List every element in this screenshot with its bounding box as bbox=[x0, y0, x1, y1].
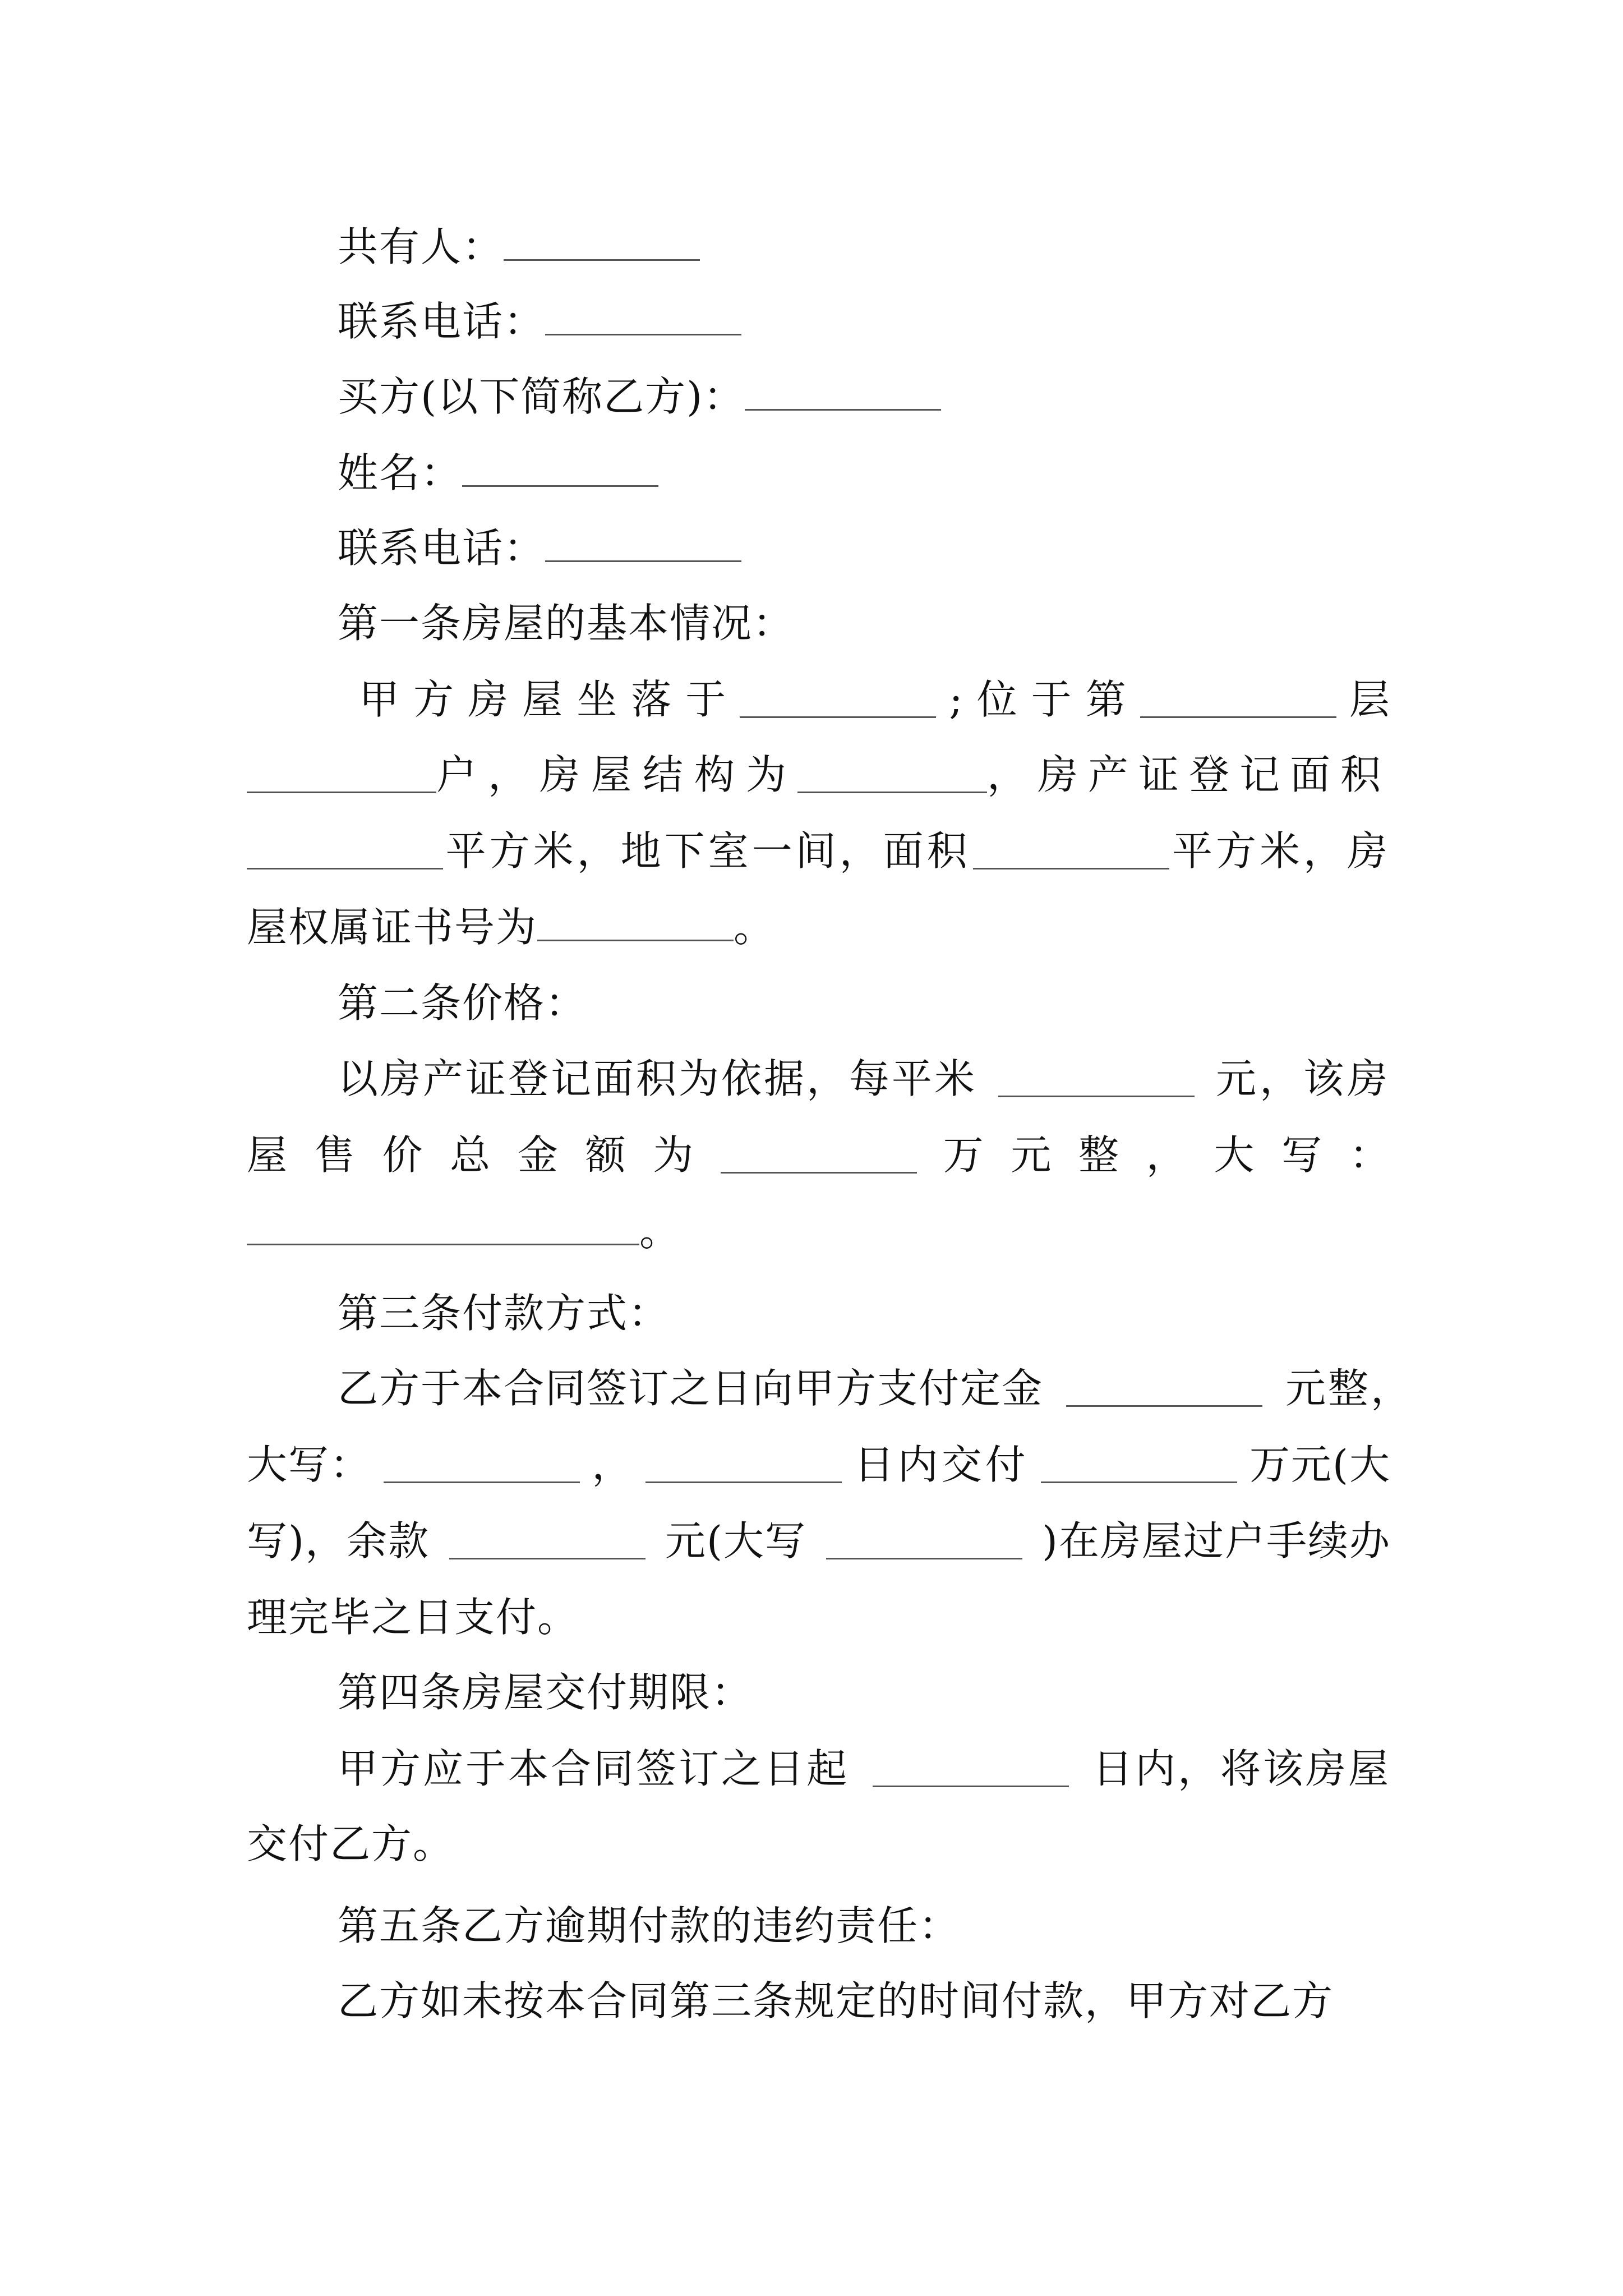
contact-phone-blank bbox=[545, 526, 741, 562]
article-2-line-3 bbox=[247, 1200, 1391, 1262]
article-1-title bbox=[247, 592, 1391, 654]
deposit-blank bbox=[1066, 1370, 1262, 1407]
article-3-title bbox=[247, 1282, 1391, 1344]
delivery-days-blank bbox=[873, 1751, 1069, 1787]
article-3-line-4 bbox=[247, 1586, 1391, 1648]
char: 为 bbox=[653, 1131, 695, 1179]
char: 元 bbox=[1011, 1131, 1053, 1179]
payment-amount-blank bbox=[1041, 1447, 1237, 1483]
article-2-title bbox=[247, 972, 1391, 1034]
buyer-line bbox=[247, 366, 1391, 427]
char: 屋 bbox=[247, 1131, 289, 1179]
contact-phone-line-1 bbox=[247, 291, 1391, 352]
char: 层 bbox=[1349, 676, 1391, 723]
article-5-line-1 bbox=[247, 1970, 1391, 2032]
text-segment: 写)，余款 bbox=[247, 1517, 430, 1565]
text-segment: 日内交付 bbox=[854, 1441, 1029, 1488]
text-segment: 万元(大 bbox=[1249, 1441, 1391, 1488]
text-segment: 元整， bbox=[1285, 1365, 1413, 1412]
char: 写 bbox=[1281, 1131, 1324, 1179]
text-segment: ， bbox=[592, 1441, 634, 1488]
name-line bbox=[247, 442, 1391, 504]
text-segment: 以房产证登记面积为依据，每平米 bbox=[338, 1055, 978, 1102]
basement-area-blank bbox=[973, 833, 1169, 869]
char: 坐 bbox=[577, 676, 619, 723]
text-segment: 元(大写 bbox=[665, 1517, 807, 1565]
char: 万 bbox=[943, 1131, 985, 1179]
co-owner-blank bbox=[504, 224, 700, 261]
article-2-line-1 bbox=[247, 1048, 1391, 1110]
char: 总 bbox=[450, 1131, 492, 1179]
article-title-text: 第二条价格： bbox=[338, 979, 587, 1027]
text-segment: 元，该房 bbox=[1215, 1055, 1391, 1102]
co-owner-line bbox=[247, 216, 1391, 278]
text-segment: 甲方应于本合同签订之日起 bbox=[338, 1745, 850, 1792]
text-segment: 户，房屋结构为 bbox=[436, 751, 797, 798]
char: 位 bbox=[976, 676, 1018, 723]
article-4-title bbox=[247, 1662, 1391, 1723]
text-segment: ，房产证登记面积 bbox=[986, 751, 1391, 798]
char: ， bbox=[1146, 1131, 1188, 1179]
article-3-line-3 bbox=[247, 1510, 1391, 1572]
article-title-text: 第五条乙方逾期付款的违约责任： bbox=[338, 1902, 961, 1949]
article-3-line-2 bbox=[247, 1434, 1391, 1496]
char: 屋 bbox=[522, 676, 564, 723]
char: 价 bbox=[382, 1131, 424, 1179]
balance-blank bbox=[449, 1523, 645, 1559]
article-1-line-3 bbox=[247, 820, 1391, 882]
text-segment: 平方米，房 bbox=[1172, 827, 1391, 875]
text-segment: 。 bbox=[734, 904, 776, 951]
unit-blank bbox=[247, 757, 436, 793]
contact-phone-label: 联系电话： bbox=[338, 524, 546, 572]
contact-phone-blank bbox=[545, 299, 741, 335]
article-2-line-2 bbox=[247, 1124, 1391, 1186]
text-segment: 理完毕之日支付。 bbox=[247, 1594, 579, 1641]
article-1-line-4 bbox=[247, 896, 1391, 958]
contact-phone-line-2 bbox=[247, 517, 1391, 579]
text-segment: 乙方如未按本合同第三条规定的时间付款，甲方对乙方 bbox=[338, 1977, 1334, 2024]
char: 第 bbox=[1085, 676, 1127, 723]
deposit-words-blank bbox=[384, 1447, 580, 1483]
char: 整 bbox=[1078, 1131, 1121, 1179]
floor-blank bbox=[1140, 682, 1336, 718]
name-blank bbox=[462, 450, 658, 487]
char: 于 bbox=[685, 676, 727, 723]
char: 方 bbox=[413, 676, 455, 723]
article-title-text: 第四条房屋交付期限： bbox=[338, 1669, 753, 1716]
char: 房 bbox=[468, 676, 510, 723]
text-segment: 大写： bbox=[247, 1441, 372, 1488]
article-5-title bbox=[247, 1895, 1391, 1957]
co-owner-label: 共有人： bbox=[338, 223, 504, 270]
amount-in-words-blank bbox=[247, 1209, 639, 1245]
text-segment: 乙方于本合同签订之日向甲方支付定金 bbox=[338, 1365, 1044, 1412]
area-blank bbox=[247, 833, 443, 869]
char: 于 bbox=[1031, 676, 1073, 723]
location-blank bbox=[740, 682, 936, 718]
article-4-line-1 bbox=[247, 1738, 1391, 1800]
text-segment: )在房屋过户手续办 bbox=[1041, 1517, 1391, 1565]
article-1-line-1 bbox=[247, 669, 1391, 730]
article-title-text: 第一条房屋的基本情况： bbox=[338, 600, 795, 647]
article-4-line-2 bbox=[247, 1813, 1391, 1875]
article-1-line-2 bbox=[247, 744, 1391, 806]
contact-phone-label: 联系电话： bbox=[338, 298, 546, 345]
total-price-blank bbox=[721, 1137, 917, 1174]
char: 金 bbox=[517, 1131, 559, 1179]
article-title-text: 第三条付款方式： bbox=[338, 1290, 670, 1337]
certificate-number-blank bbox=[537, 905, 734, 941]
char: 大 bbox=[1214, 1131, 1256, 1179]
text-segment: 平方米，地下室一间，面积 bbox=[445, 827, 971, 875]
structure-blank bbox=[797, 757, 987, 793]
days-blank bbox=[645, 1447, 842, 1483]
char: 售 bbox=[314, 1131, 356, 1179]
unit-price-blank bbox=[998, 1061, 1195, 1097]
text-segment: 。 bbox=[639, 1208, 681, 1255]
article-3-line-1 bbox=[247, 1358, 1413, 1419]
char: 落 bbox=[631, 676, 673, 723]
name-label: 姓名： bbox=[338, 449, 463, 496]
text-segment: 日内，将该房屋 bbox=[1092, 1745, 1391, 1792]
char: ： bbox=[1349, 1131, 1391, 1179]
char: ; bbox=[949, 676, 964, 723]
char: 甲 bbox=[359, 676, 401, 723]
buyer-label: 买方(以下简称乙方)： bbox=[338, 373, 745, 420]
buyer-blank bbox=[745, 374, 941, 411]
char: 额 bbox=[585, 1131, 627, 1179]
text-segment: 交付乙方。 bbox=[247, 1820, 455, 1867]
text-segment: 屋权属证书号为 bbox=[247, 904, 538, 951]
balance-words-blank bbox=[826, 1523, 1022, 1559]
